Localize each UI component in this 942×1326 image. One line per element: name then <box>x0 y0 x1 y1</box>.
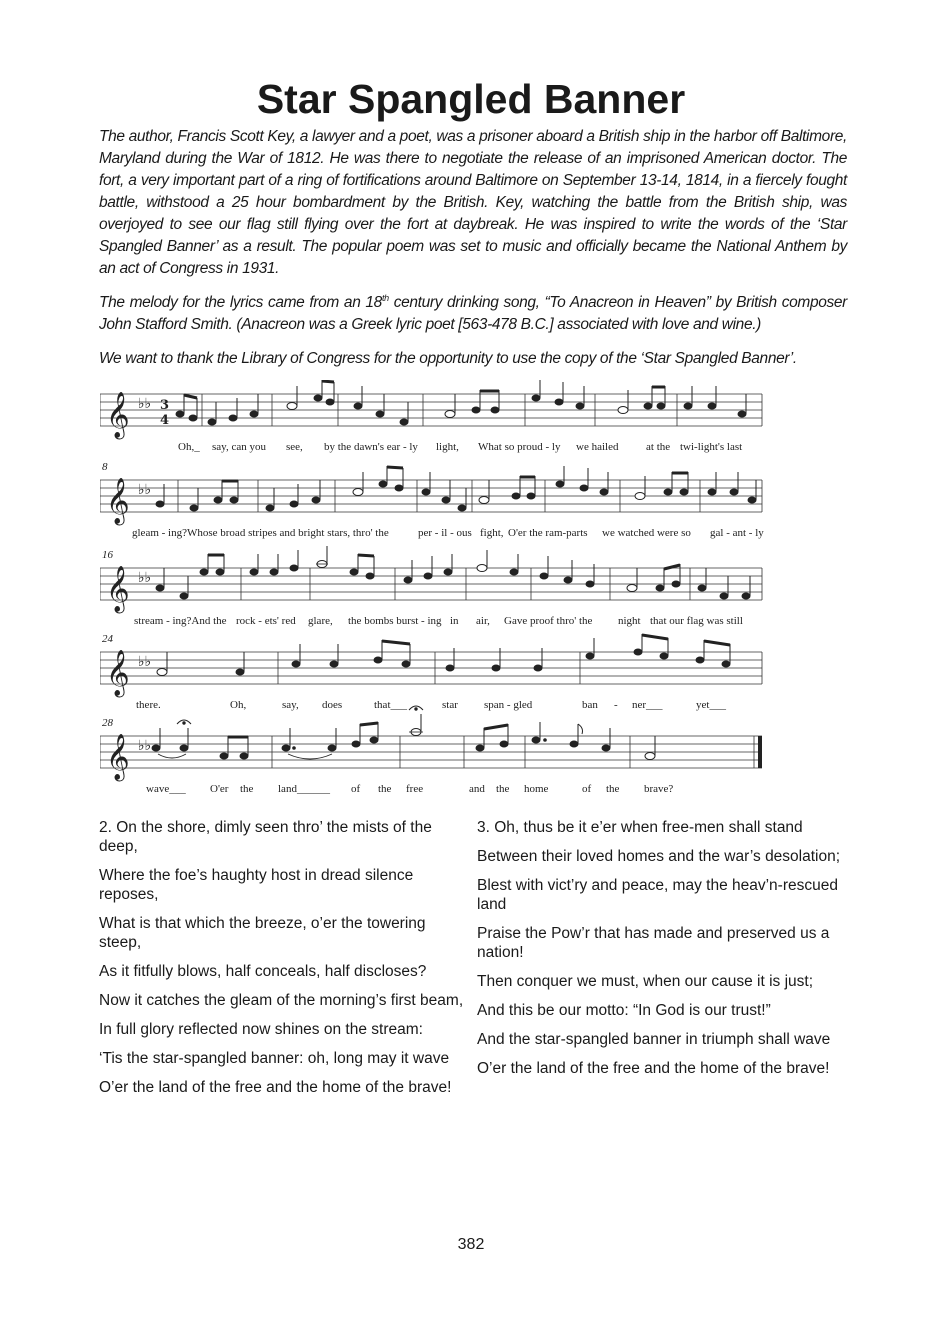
lyric: does <box>322 699 343 711</box>
lyric: the <box>240 783 254 795</box>
lyric: night <box>618 615 641 627</box>
lyric: of <box>351 783 361 795</box>
lyric: gleam - ing?Whose broad stripes and bright stars, thro' the <box>132 527 389 539</box>
ordinal-suffix: th <box>381 292 389 303</box>
final-barline <box>758 736 762 768</box>
verse-line: ‘Tis the star-spangled banner: oh, long may it wave <box>99 1050 450 1067</box>
lyric: the <box>606 783 620 795</box>
lyric: O'er the ram-parts <box>508 527 588 539</box>
key-signature-flats: ♭♭ <box>138 482 152 498</box>
lyric: per - il - ous <box>418 527 472 539</box>
verse-line: As it fitfully blows, half conceals, half discloses? <box>99 963 427 980</box>
time-signature-lower: 4 <box>160 413 170 428</box>
lyric: fight, <box>480 527 504 539</box>
lyric: Oh,_ <box>178 441 200 453</box>
key-signature-flats: ♭♭ <box>138 396 152 412</box>
intro-paragraph-history: The author, Francis Scott Key, a lawyer and a poet, was a prisoner aboard a British ship in the harbor off Baltimore, Maryland during the War of 1812. He was there to negotiate the release of an imprisoned American doctor. The fort, a very important part of a ring of fortifications around Baltimore on September 13-14, 1814, in a fiercely fought battle, withstood a 25 hour bombardment by the British. Key, watching the battle from the British ship, was overjoyed to see our flag still flying over the fort at daybreak. He was inspired to write the words of the ‘Star Spangled Banner’ as a result. The popular poem was set to music and officially became the National Anthem by an act of Congress in 1931. <box>99 128 847 277</box>
lyric: the bombs burst - ing <box>348 615 442 627</box>
notes-system-3 <box>156 546 750 599</box>
lyric: Gave proof thro' the <box>504 615 593 627</box>
staff-system-4 <box>100 633 762 711</box>
lyric: stream - ing?And the <box>134 615 227 627</box>
lyric: home <box>524 783 549 795</box>
lyric: yet___ <box>696 699 726 711</box>
lyric: brave? <box>644 783 674 795</box>
lyric: Oh, <box>230 699 247 711</box>
verse-line: And this be our motto: “In God is our trust!” <box>477 1002 771 1019</box>
key-signature-flats: ♭♭ <box>138 738 152 754</box>
verse-line: Between their loved homes and the war’s desolation; <box>477 848 841 865</box>
intro-paragraph-melody <box>99 292 847 336</box>
lyric: by the dawn's ear - ly <box>324 441 418 453</box>
key-signature-flats: ♭♭ <box>138 570 152 586</box>
staff-system-1 <box>100 380 762 453</box>
staff-system-2 <box>100 461 764 539</box>
lyric: twi-light's last <box>680 441 743 453</box>
verse-line: 2. On the shore, dimly seen thro’ the mists of the deep, <box>99 819 432 855</box>
page-title: Star Spangled Banner <box>256 76 686 122</box>
lyric: we hailed <box>576 441 619 453</box>
verse-line: Then conquer we must, when our cause it is just; <box>477 973 813 990</box>
verse-line: Blest with vict’ry and peace, may the heav’n-rescued land <box>477 877 838 913</box>
verse-2 <box>99 818 469 1107</box>
measure-number: 24 <box>102 633 113 645</box>
verse-line: Where the foe’s haughty host in dread silence reposes, <box>99 867 414 903</box>
lyric: we watched were so <box>602 527 691 539</box>
staff-system-5 <box>100 706 762 795</box>
lyric: and <box>469 783 485 795</box>
lyric: in <box>450 615 459 627</box>
lyrics-system-1 <box>178 441 742 453</box>
lyric: star <box>442 699 458 711</box>
lyrics-system-4 <box>136 699 726 711</box>
measure-number: 28 <box>102 717 113 729</box>
verse-line: And the star-spangled banner in triumph shall wave <box>477 1031 831 1048</box>
lyrics-system-5 <box>146 783 673 795</box>
page-number: 382 <box>457 1236 485 1253</box>
lyric: that our flag was still <box>650 615 743 627</box>
verse-3 <box>477 818 847 1088</box>
lyric: light, <box>436 441 459 453</box>
lyric: see, <box>286 441 303 453</box>
lyrics-system-3 <box>134 615 743 627</box>
time-signature: 3 <box>160 398 170 413</box>
lyric: ner___ <box>632 699 663 711</box>
lyric: O'er <box>210 783 229 795</box>
lyric: What so proud - ly <box>478 441 561 453</box>
verse-line: 3. Oh, thus be it e’er when free-men shall stand <box>477 819 803 836</box>
notes-system-4 <box>157 634 730 676</box>
lyric: say, can you <box>212 441 266 453</box>
lyric: glare, <box>308 615 333 627</box>
intro-paragraph-thanks: We want to thank the Library of Congress for the opportunity to use the copy of the ‘Star Spangled Banner’. <box>99 350 797 367</box>
lyric: the <box>496 783 510 795</box>
staff-system-3 <box>100 546 762 627</box>
measure-number: 8 <box>102 461 108 473</box>
verse-line: Now it catches the gleam of the morning’s first beam, <box>99 992 464 1009</box>
lyric: ban <box>582 699 598 711</box>
measure-number: 16 <box>102 549 113 561</box>
lyric: land______ <box>278 783 330 795</box>
lyric: - <box>614 699 618 711</box>
lyric: span - gled <box>484 699 533 711</box>
sheet-music-score <box>100 380 768 800</box>
verse-line: Praise the Pow’r that has made and preserved us a nation! <box>477 925 830 961</box>
treble-clef-icon: 𝄞 <box>106 478 130 524</box>
treble-clef-icon: 𝄞 <box>106 392 130 438</box>
treble-clef-icon: 𝄞 <box>106 734 130 780</box>
treble-clef-icon: 𝄞 <box>106 566 130 612</box>
verse-line: In full glory reflected now shines on the stream: <box>99 1021 423 1038</box>
treble-clef-icon: 𝄞 <box>106 650 130 696</box>
key-signature-flats: ♭♭ <box>138 654 152 670</box>
verse-line: O’er the land of the free and the home of the brave! <box>99 1079 452 1096</box>
lyric: there. <box>136 699 161 711</box>
lyric: at the <box>646 441 671 453</box>
lyric: of <box>582 783 592 795</box>
melody-text-start: The melody for the lyrics came from an 18 <box>99 294 382 311</box>
melody-text-end: century drinking song, “To Anacreon in Heaven” by British composer John Stafford Smith. (Anacreon was a Greek lyric poet [563-478 B.C.] associated with love and wine.) <box>99 294 847 333</box>
lyric: that___ <box>374 699 407 711</box>
lyric: the <box>378 783 392 795</box>
verse-line: What is that which the breeze, o’er the towering steep, <box>99 915 426 951</box>
lyric: say, <box>282 699 299 711</box>
lyric: free <box>406 783 424 795</box>
verse-line: O’er the land of the free and the home of the brave! <box>477 1060 830 1077</box>
lyric: wave___ <box>146 783 186 795</box>
notes-system-5 <box>152 706 655 760</box>
lyrics-system-2 <box>132 527 764 539</box>
lyric: rock - ets' red <box>236 615 296 627</box>
lyric: air, <box>476 615 490 627</box>
lyric: gal - ant - ly <box>710 527 764 539</box>
